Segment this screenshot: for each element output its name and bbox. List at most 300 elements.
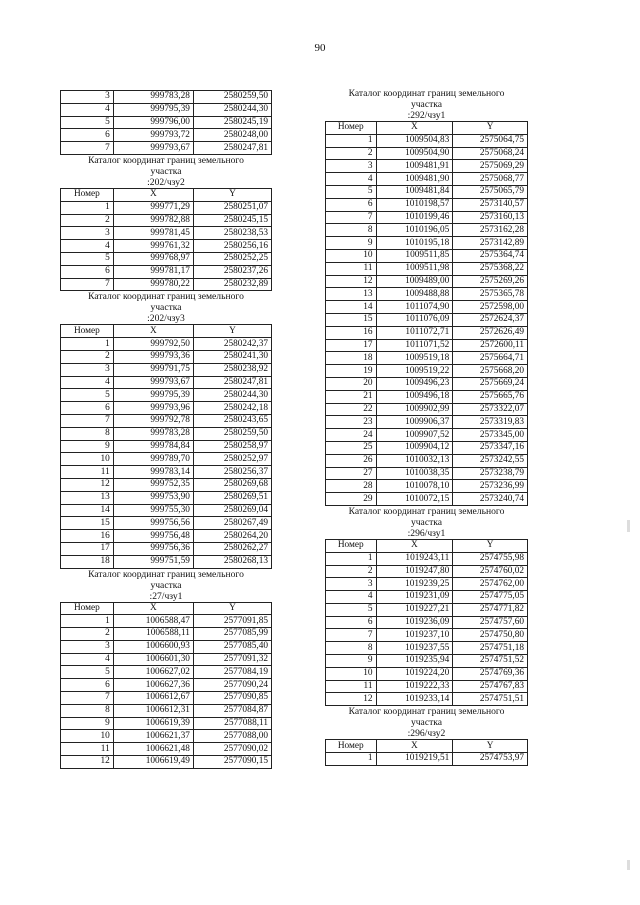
x-coordinate-cell: 999783,28 (113, 427, 193, 440)
y-coordinate-cell: 2577088,11 (193, 717, 271, 730)
caption-line: :296/чзу2 (407, 728, 446, 740)
y-coordinate-cell: 2573162,28 (453, 224, 528, 237)
x-coordinate-cell: 1010198,57 (376, 198, 453, 211)
point-number-cell: 26 (326, 454, 377, 467)
y-coordinate-cell: 2580259,50 (193, 91, 271, 104)
table-row (61, 427, 272, 440)
y-coordinate-cell: 2577090,85 (193, 692, 271, 705)
y-coordinate-cell: 2574757,60 (453, 616, 528, 629)
y-coordinate-cell: 2574753,97 (453, 753, 528, 766)
table-row (61, 91, 272, 104)
point-number-cell: 3 (326, 578, 377, 591)
table-row (326, 288, 528, 301)
y-coordinate-cell: 2580244,30 (193, 103, 271, 116)
x-coordinate-cell: 1019222,33 (376, 680, 453, 693)
point-number-cell: 10 (326, 249, 377, 262)
caption-line: Каталог координат границ земельного (348, 88, 505, 99)
point-number-cell: 3 (61, 363, 114, 376)
catalog-section (60, 569, 272, 769)
table-row (61, 615, 272, 628)
caption-line: участка (410, 717, 443, 729)
y-coordinate-cell: 2580247,81 (193, 376, 271, 389)
x-coordinate-cell: 1006619,49 (113, 756, 193, 769)
y-coordinate-cell: 2580237,26 (193, 265, 271, 278)
point-number-cell: 6 (61, 402, 114, 415)
x-coordinate-cell: 999768,97 (113, 252, 193, 265)
table-row (326, 591, 528, 604)
point-number-cell: 7 (326, 211, 377, 224)
y-coordinate-cell: 2577091,85 (193, 615, 271, 628)
table-row (61, 116, 272, 129)
point-number-cell: 7 (326, 629, 377, 642)
point-number-cell: 1 (326, 552, 377, 565)
table-row (61, 376, 272, 389)
y-coordinate-cell: 2574755,98 (453, 552, 528, 565)
x-coordinate-cell: 999793,36 (113, 350, 193, 363)
y-coordinate-cell: 2580247,81 (193, 142, 271, 155)
x-coordinate-cell: 999753,90 (113, 491, 193, 504)
point-number-cell: 16 (61, 530, 114, 543)
catalog-caption (60, 569, 272, 602)
table-row (61, 640, 272, 653)
y-coordinate-cell: 2577090,24 (193, 679, 271, 692)
point-number-cell: 4 (61, 103, 114, 116)
x-coordinate-cell: 999796,00 (113, 116, 193, 129)
caption-line: :202/чзу3 (147, 313, 185, 325)
table-row (326, 693, 528, 706)
y-coordinate-cell: 2580268,13 (193, 555, 271, 568)
table-row (61, 666, 272, 679)
table-row (61, 453, 272, 466)
page-number: 90 (314, 42, 326, 54)
header-row (61, 602, 272, 615)
column-header: Номер (326, 740, 377, 753)
point-number-cell: 1 (61, 615, 114, 628)
point-number-cell: 11 (61, 466, 114, 479)
point-number-cell: 2 (326, 565, 377, 578)
y-coordinate-cell: 2573322,07 (453, 403, 528, 416)
x-coordinate-cell: 1010038,35 (376, 467, 453, 480)
y-coordinate-cell: 2575365,78 (453, 288, 528, 301)
column-header: Y (453, 539, 528, 552)
point-number-cell: 2 (61, 350, 114, 363)
table-row (61, 730, 272, 743)
x-coordinate-cell: 1019224,20 (376, 667, 453, 680)
table-row (61, 363, 272, 376)
caption-line: :292/чзу1 (407, 110, 446, 121)
caption-line: Каталог координат границ земельного (348, 505, 505, 517)
x-coordinate-cell: 1010196,05 (376, 224, 453, 237)
table-row (61, 201, 272, 214)
table-row (326, 275, 528, 288)
table-row (326, 301, 528, 314)
point-number-cell: 16 (326, 326, 377, 339)
point-number-cell: 28 (326, 480, 377, 493)
y-coordinate-cell: 2573236,99 (453, 480, 528, 493)
table-row (326, 441, 528, 454)
x-coordinate-cell: 1006588,47 (113, 615, 193, 628)
x-coordinate-cell: 1011076,09 (376, 313, 453, 326)
y-coordinate-cell: 2575068,24 (453, 147, 528, 160)
column-header: Номер (326, 122, 377, 135)
x-coordinate-cell: 999780,22 (113, 278, 193, 291)
point-number-cell: 12 (61, 756, 114, 769)
table-row (326, 134, 528, 147)
column-header: X (113, 188, 193, 201)
point-number-cell: 11 (326, 262, 377, 275)
column-header: Y (193, 325, 271, 338)
caption-line: участка (150, 302, 182, 314)
table-row (61, 517, 272, 530)
point-number-cell: 14 (326, 301, 377, 314)
y-coordinate-cell: 2580259,50 (193, 427, 271, 440)
point-number-cell: 6 (61, 679, 114, 692)
point-number-cell: 7 (61, 278, 114, 291)
point-number-cell: 24 (326, 429, 377, 442)
table-row (61, 491, 272, 504)
table-row (61, 743, 272, 756)
y-coordinate-cell: 2580267,49 (193, 517, 271, 530)
x-coordinate-cell: 1009496,23 (376, 377, 453, 390)
table-row (61, 414, 272, 427)
coordinate-table (60, 90, 272, 155)
x-coordinate-cell: 1006601,30 (113, 653, 193, 666)
table-row (326, 480, 528, 493)
y-coordinate-cell: 2580243,65 (193, 414, 271, 427)
y-coordinate-cell: 2575064,75 (453, 134, 528, 147)
y-coordinate-cell: 2580244,30 (193, 389, 271, 402)
point-number-cell: 1 (61, 201, 114, 214)
point-number-cell: 10 (326, 667, 377, 680)
table-row (326, 616, 528, 629)
x-coordinate-cell: 999793,67 (113, 142, 193, 155)
point-number-cell: 3 (61, 91, 114, 104)
point-number-cell: 11 (61, 743, 114, 756)
coordinate-table (325, 539, 528, 706)
point-number-cell: 1 (326, 753, 377, 766)
table-row (326, 377, 528, 390)
point-number-cell: 3 (61, 227, 114, 240)
x-coordinate-cell: 1006612,31 (113, 704, 193, 717)
column-header: Номер (61, 188, 114, 201)
caption-line: :202/чзу2 (147, 176, 185, 188)
y-coordinate-cell: 2575069,29 (453, 160, 528, 173)
point-number-cell: 8 (61, 704, 114, 717)
table-row (61, 265, 272, 278)
x-coordinate-cell: 1006612,67 (113, 692, 193, 705)
table-row (326, 680, 528, 693)
coordinate-table (325, 121, 528, 506)
y-coordinate-cell: 2573240,74 (453, 493, 528, 506)
table-row (61, 504, 272, 517)
x-coordinate-cell: 1010072,15 (376, 493, 453, 506)
point-number-cell: 5 (61, 116, 114, 129)
point-number-cell: 23 (326, 416, 377, 429)
x-coordinate-cell: 999783,28 (113, 91, 193, 104)
point-number-cell: 20 (326, 377, 377, 390)
y-coordinate-cell: 2573142,89 (453, 237, 528, 250)
table-row (61, 653, 272, 666)
point-number-cell: 4 (61, 240, 114, 253)
table-row (326, 642, 528, 655)
point-number-cell: 2 (61, 214, 114, 227)
header-row (61, 188, 272, 201)
header-row (326, 539, 528, 552)
table-row (326, 237, 528, 250)
table-row (61, 402, 272, 415)
x-coordinate-cell: 1009511,85 (376, 249, 453, 262)
y-coordinate-cell: 2580232,89 (193, 278, 271, 291)
table-row (61, 103, 272, 116)
table-row (326, 160, 528, 173)
y-coordinate-cell: 2580264,20 (193, 530, 271, 543)
caption-line: :27/чзу1 (149, 590, 183, 602)
point-number-cell: 13 (326, 288, 377, 301)
x-coordinate-cell: 1009496,18 (376, 390, 453, 403)
header-row (326, 122, 528, 135)
x-coordinate-cell: 1009902,99 (376, 403, 453, 416)
table-row (326, 578, 528, 591)
point-number-cell: 19 (326, 365, 377, 378)
table-row (61, 440, 272, 453)
y-coordinate-cell: 2580242,18 (193, 402, 271, 415)
column-header: Номер (61, 602, 114, 615)
y-coordinate-cell: 2574751,18 (453, 642, 528, 655)
x-coordinate-cell: 1009906,37 (376, 416, 453, 429)
table-row (61, 478, 272, 491)
table-row (326, 429, 528, 442)
y-coordinate-cell: 2575269,26 (453, 275, 528, 288)
point-number-cell: 12 (326, 275, 377, 288)
table-row (326, 390, 528, 403)
table-row (326, 493, 528, 506)
y-coordinate-cell: 2573242,55 (453, 454, 528, 467)
point-number-cell: 10 (61, 453, 114, 466)
y-coordinate-cell: 2573319,83 (453, 416, 528, 429)
point-number-cell: 5 (61, 389, 114, 402)
table-row (326, 603, 528, 616)
y-coordinate-cell: 2574762,00 (453, 578, 528, 591)
point-number-cell: 11 (326, 680, 377, 693)
caption-line: Каталог координат границ земельного (88, 291, 244, 303)
x-coordinate-cell: 999793,96 (113, 402, 193, 415)
x-coordinate-cell: 1010195,18 (376, 237, 453, 250)
point-number-cell: 2 (61, 628, 114, 641)
y-coordinate-cell: 2574771,82 (453, 603, 528, 616)
point-number-cell: 6 (61, 265, 114, 278)
table-row (61, 389, 272, 402)
x-coordinate-cell: 1019243,11 (376, 552, 453, 565)
table-row (326, 262, 528, 275)
point-number-cell: 29 (326, 493, 377, 506)
column-header: Y (453, 122, 528, 135)
y-coordinate-cell: 2575664,71 (453, 352, 528, 365)
x-coordinate-cell: 999756,36 (113, 542, 193, 555)
y-coordinate-cell: 2574751,52 (453, 655, 528, 668)
table-row (61, 466, 272, 479)
x-coordinate-cell: 1011074,90 (376, 301, 453, 314)
x-coordinate-cell: 999756,56 (113, 517, 193, 530)
point-number-cell: 9 (61, 717, 114, 730)
x-coordinate-cell: 1006621,48 (113, 743, 193, 756)
table-row (326, 454, 528, 467)
point-number-cell: 15 (326, 313, 377, 326)
x-coordinate-cell: 1019233,14 (376, 693, 453, 706)
catalog-caption (325, 706, 528, 739)
point-number-cell: 18 (61, 555, 114, 568)
y-coordinate-cell: 2572624,37 (453, 313, 528, 326)
y-coordinate-cell: 2577084,19 (193, 666, 271, 679)
x-coordinate-cell: 1019236,09 (376, 616, 453, 629)
point-number-cell: 8 (61, 427, 114, 440)
table-row (61, 530, 272, 543)
y-coordinate-cell: 2580238,53 (193, 227, 271, 240)
point-number-cell: 12 (326, 693, 377, 706)
point-number-cell: 9 (61, 440, 114, 453)
y-coordinate-cell: 2577085,99 (193, 628, 271, 641)
y-coordinate-cell: 2574750,80 (453, 629, 528, 642)
point-number-cell: 3 (326, 160, 377, 173)
caption-line: участка (410, 99, 443, 110)
y-coordinate-cell: 2580245,15 (193, 214, 271, 227)
caption-line: Каталог координат границ земельного (348, 706, 505, 718)
table-row (61, 542, 272, 555)
table-row (326, 565, 528, 578)
catalog-caption (325, 88, 528, 121)
x-coordinate-cell: 1019239,25 (376, 578, 453, 591)
y-coordinate-cell: 2580242,37 (193, 338, 271, 351)
x-coordinate-cell: 1011071,52 (376, 339, 453, 352)
y-coordinate-cell: 2580238,92 (193, 363, 271, 376)
table-row (326, 326, 528, 339)
x-coordinate-cell: 1009481,91 (376, 160, 453, 173)
point-number-cell: 4 (326, 591, 377, 604)
column-header: Номер (326, 539, 377, 552)
table-row (326, 313, 528, 326)
x-coordinate-cell: 999782,88 (113, 214, 193, 227)
x-coordinate-cell: 999793,72 (113, 129, 193, 142)
x-coordinate-cell: 999756,48 (113, 530, 193, 543)
catalog-section (325, 506, 528, 706)
table-row (326, 339, 528, 352)
y-coordinate-cell: 2572626,49 (453, 326, 528, 339)
x-coordinate-cell: 1009907,52 (376, 429, 453, 442)
column-header: X (376, 740, 453, 753)
x-coordinate-cell: 1009519,18 (376, 352, 453, 365)
x-coordinate-cell: 1011072,71 (376, 326, 453, 339)
table-row (61, 227, 272, 240)
point-number-cell: 22 (326, 403, 377, 416)
column-header: X (376, 539, 453, 552)
caption-line: :296/чзу1 (407, 527, 446, 539)
table-row (61, 555, 272, 568)
x-coordinate-cell: 1019219,51 (376, 753, 453, 766)
caption-line: участка (410, 516, 443, 528)
table-row (326, 173, 528, 186)
point-number-cell: 1 (326, 134, 377, 147)
x-coordinate-cell: 999792,78 (113, 414, 193, 427)
table-row (326, 249, 528, 262)
column-header: X (113, 602, 193, 615)
x-coordinate-cell: 1009519,22 (376, 365, 453, 378)
point-number-cell: 9 (326, 237, 377, 250)
y-coordinate-cell: 2575668,20 (453, 365, 528, 378)
y-coordinate-cell: 2574751,51 (453, 693, 528, 706)
table-row (61, 350, 272, 363)
y-coordinate-cell: 2577090,15 (193, 756, 271, 769)
table-row (326, 655, 528, 668)
x-coordinate-cell: 999755,30 (113, 504, 193, 517)
column-header: X (113, 325, 193, 338)
y-coordinate-cell: 2575065,79 (453, 185, 528, 198)
coordinate-table (60, 324, 272, 568)
table-row (61, 338, 272, 351)
point-number-cell: 14 (61, 504, 114, 517)
scan-mark (627, 520, 630, 532)
y-coordinate-cell: 2580269,68 (193, 478, 271, 491)
coordinate-table (60, 188, 272, 291)
point-number-cell: 15 (61, 517, 114, 530)
point-number-cell: 5 (326, 185, 377, 198)
x-coordinate-cell: 999795,39 (113, 103, 193, 116)
y-coordinate-cell: 2580245,19 (193, 116, 271, 129)
point-number-cell: 2 (326, 147, 377, 160)
y-coordinate-cell: 2577084,87 (193, 704, 271, 717)
point-number-cell: 4 (61, 653, 114, 666)
point-number-cell: 6 (326, 198, 377, 211)
x-coordinate-cell: 999761,32 (113, 240, 193, 253)
point-number-cell: 10 (61, 730, 114, 743)
column-header: X (376, 122, 453, 135)
point-number-cell: 25 (326, 441, 377, 454)
y-coordinate-cell: 2573347,16 (453, 441, 528, 454)
catalog-section (60, 291, 272, 568)
y-coordinate-cell: 2580241,30 (193, 350, 271, 363)
point-number-cell: 21 (326, 390, 377, 403)
table-row (61, 278, 272, 291)
header-row (326, 740, 528, 753)
left-column (60, 90, 272, 769)
y-coordinate-cell: 2580251,07 (193, 201, 271, 214)
x-coordinate-cell: 1010199,46 (376, 211, 453, 224)
y-coordinate-cell: 2573140,57 (453, 198, 528, 211)
table-row (326, 403, 528, 416)
table-row (61, 717, 272, 730)
table-row (326, 365, 528, 378)
catalog-caption (60, 155, 272, 188)
y-coordinate-cell: 2580262,27 (193, 542, 271, 555)
point-number-cell: 13 (61, 491, 114, 504)
table-row (326, 352, 528, 365)
point-number-cell: 1 (61, 338, 114, 351)
point-number-cell: 17 (326, 339, 377, 352)
x-coordinate-cell: 999795,39 (113, 389, 193, 402)
y-coordinate-cell: 2574775,05 (453, 591, 528, 604)
x-coordinate-cell: 1009481,90 (376, 173, 453, 186)
x-coordinate-cell: 999792,50 (113, 338, 193, 351)
x-coordinate-cell: 1019231,09 (376, 591, 453, 604)
point-number-cell: 5 (61, 666, 114, 679)
x-coordinate-cell: 999771,29 (113, 201, 193, 214)
point-number-cell: 7 (61, 692, 114, 705)
point-number-cell: 7 (61, 142, 114, 155)
y-coordinate-cell: 2577091,32 (193, 653, 271, 666)
table-row (61, 252, 272, 265)
y-coordinate-cell: 2573238,79 (453, 467, 528, 480)
table-row (61, 142, 272, 155)
x-coordinate-cell: 1019237,55 (376, 642, 453, 655)
x-coordinate-cell: 1006619,39 (113, 717, 193, 730)
